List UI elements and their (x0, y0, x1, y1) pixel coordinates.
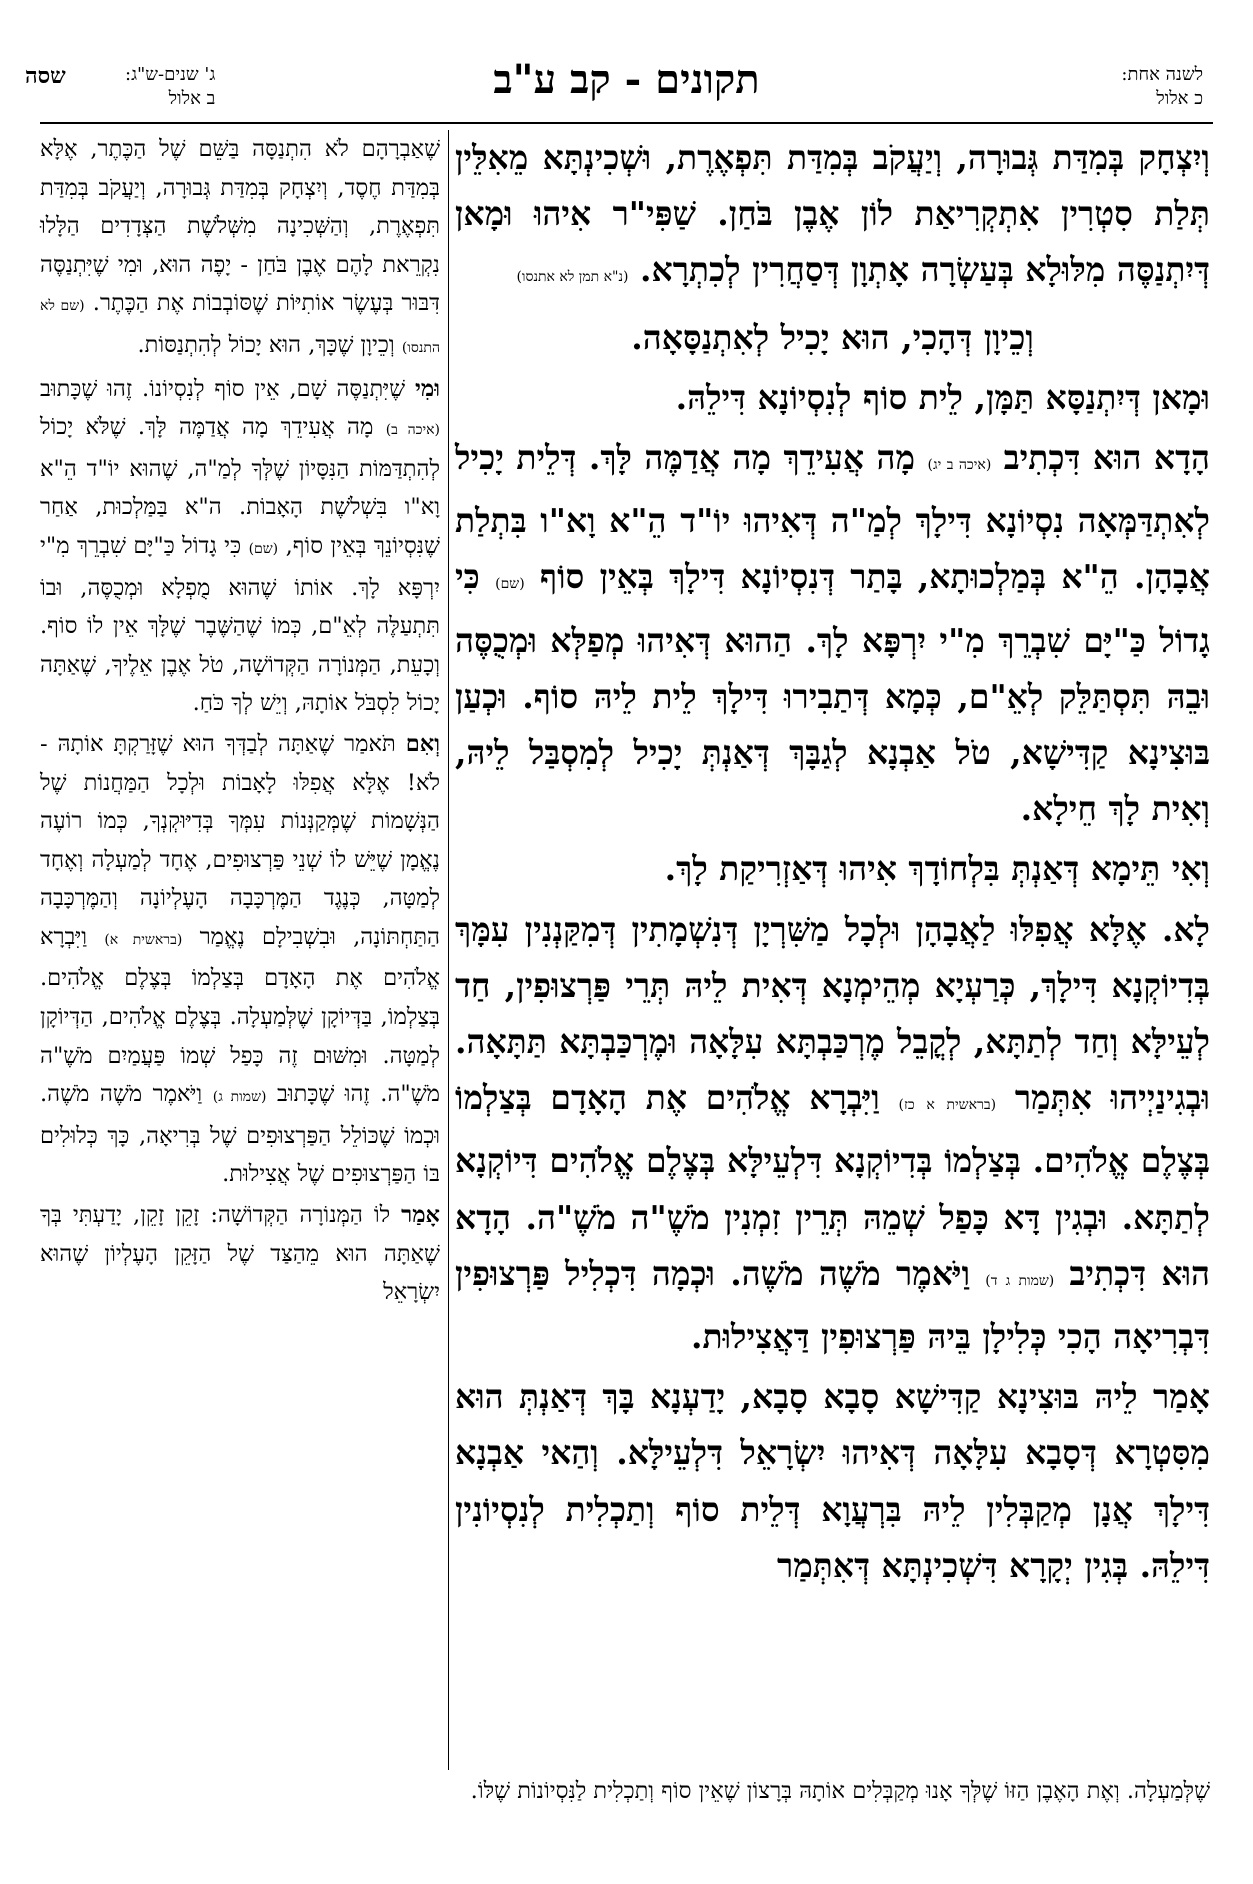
header-left-line2: ב אלול (168, 88, 216, 109)
main-text: מָה אֲעִידֵךְ מָה אֲדַמֶּה לָּךְ. דְּלֵית יָכִיל לְאִתְדַּמְּאָה נִסְיוֹנָא דִּילָךְ לְמַ"ה דְּאִיהוּ יוֹ"ד הֵ"א וָא"ו בִּתְלַת אֲבָהָן. הֵ"א בְּמַלְכוּתָא, בָּתַר דְּנִסְיוֹנָא דִּילָךְ בְּאֵין סוֹף (455, 438, 1210, 597)
main-text: כִּי גָדוֹל כַּ"יָּם שִׁבְרֵךְ מִ"י יִרְפָּא לָךְ. הַהוּא דְּאִיהוּ מְפַלְּא וּמְכֻסֶּה וּבֵהּ תִּסְתַּלֵּק לְאֵ"ם, כְּמָא דְּתַבִירוּ דִּילָךְ לֵית לֵיהּ סוֹף. וּכְעַן בּוּצִינָא קַדִּישָׁא, טֹל אַבְנָא לְגַבָּךְ דְּאַנְתְּ יָכִיל לְמִסְבַּל לֵיהּ, וְאִית לָךְ חֵילָא. (455, 557, 1210, 829)
lead-word: וּמִי (415, 375, 440, 402)
source-note: (נ"א תמן לא אתנסו) (516, 269, 629, 286)
side-paragraph (40, 370, 440, 723)
translation-column (40, 130, 440, 1314)
lead-word: אָמַר (401, 1202, 440, 1229)
main-text: וְיִצְחָק בְּמִדַּת גְּבוּרָה, וְיַעֲקֹב בְּמִדַּת תִּפְאֶרֶת, וּשְׁכִינְתָּא מֵאִלֵּין תְּלַת סִטְרִין אִתְקְרִיאַת לוֹן אֶבֶן בֹּחַן. שַׁפִּי"ר אִיהוּ וּמָאן דְּיִתְנַסֶּה מִלּוּלָא בְּעַשְׂרָה אָתְוָן דְּסַחֲרִין לְכִתְרָא. (455, 138, 1210, 290)
side-text: וַיֹּאמֶר מֹשֶׁה מֹשֶׁה. וּכְמוֹ שֶׁכּוֹלֵל הַפַּרְצוּפִים שֶׁל בְּרִיאָה, כָּךְ כְּלוּלִים בּוֹ הַפַּרְצוּפִים שֶׁל אֲצִילוּת. (40, 1081, 440, 1188)
source-note: (בראשית א) (104, 931, 183, 948)
main-paragraph (455, 902, 1210, 1366)
source-note: (איכה ב) (385, 422, 441, 439)
lead-word: וְאִם (405, 730, 440, 757)
side-text: לוֹ הַמְּנוֹרָה הַקְּדוֹשָׁה: זָקֵן זָקֵן, יָדַעְתִּי בְּךָ שֶׁאַתָּה הוּא מֵהַצַּד שֶׁל הַזָּקֵן הָעֶלְיוֹן שֶׁהוּא יִשְׂרָאֵל (40, 1202, 440, 1306)
side-paragraph (40, 1196, 440, 1312)
source-note: (שם) (495, 576, 525, 593)
source-note: (שם לא התנסו) (40, 298, 440, 356)
side-text: כִּי גָדוֹל כַּ"יָּם שִׁבְרֵךְ מִ"י יִרְפָּא לָךְ. אוֹתוֹ שֶׁהוּא מֻפְלָא וּמְכֻסֶּה, וּבוֹ תִּתְעַלֶּה לְאֵ"ם, כְּמוֹ שֶׁהַשֶּׁבֶר שֶׁלָּךְ אֵין לוֹ סוֹף. וְכָעֵת, הַמְּנוֹרָה הַקְּדוֹשָׁה, טֹל אֶבֶן אֵלֶיךָ, שֶׁאַתָּה יָכוֹל לִסְבֹּל אוֹתָהּ, וְיֵשׁ לְךָ כֹּחַ. (40, 532, 440, 717)
main-text: אָמַר לֵיהּ בּוּצִינָא קַדִּישָׁא סָבָא סָבָא, יָדַעְנָא בָּךְ דְּאַנְתְּ הוּא מִסִּטְרָא דְּסָבָא עִלָּאָה דְּאִיהוּ יִשְׂרָאֵל דִּלְעֵילָּא. וְהַאי אַבְנָא דִּילָךְ אֲנָן מְקַבְּלִין לֵיהּ בִּרְעֲוָא דְּלֵית סוֹף וְתַכְלִית לְנִסְיוֹנִין דִּילֵהּ. בְּגִין יְקָרָא דִּשְׁכִינְתָּא דְּאִתְּמַר (455, 1377, 1210, 1585)
source-note: (בראשית א כז) (898, 1097, 997, 1114)
main-text: וּמָאן דְּיִתְנַסָּא תַּמָּן, לֵית סוֹף לְנִסְיוֹנָא דִּילֵהּ. (675, 377, 1210, 417)
header-left-line1: ג' שנים-ש"ג: (125, 64, 216, 85)
main-text: וַיִּבְרָא אֱלֹהִים אֶת הָאָדָם בְּצַלְמוֹ בְּצֶלֶם אֱלֹהִים. בְּצַלְמוֹ בְּדִיוֹקְנָא דִּלְעֵילָּא בְּצֶלֶם אֱלֹהִים דִּיוֹקְנָא לְתַתָּא. וּבְגִין דָּא כָּפַל שְׁמֵהּ תְּרֵין זִמְנִין מֹשֶׁ"ה מֹשֶׁ"ה. הָדָא הוּא דִּכְתִיב (455, 1078, 1211, 1293)
main-paragraph (455, 1369, 1210, 1594)
side-text: תֹּאמַר שֶׁאַתָּה לְבַדְּךָ הוּא שֶׁזָּרַקְתָּ אוֹתָהּ - לֹא! אֶלָּא אֲפִלּוּ לָאָבוֹת וּלְכָל הַמַּחֲנוֹת שֶׁל הַנְּשָׁמוֹת שֶׁמְּקַנְּנוֹת עִמְּךָ בְּדִיּוּקְנְךָ, כְּמוֹ רוֹעֶה נֶאֱמָן שֶׁיֵּשׁ לוֹ שְׁנֵי פַּרְצוּפִים, אֶחָד לְמַעְלָה וְאֶחָד לְמַטָּה, כְּנֶגֶד הַמֶּרְכָּבָה הָעֶלְיוֹנָה וְהַמֶּרְכָּבָה הַתַּחְתּוֹנָה, וּבִשְׁבִילָם נֶאֱמַר (40, 730, 440, 950)
side-paragraph (40, 725, 440, 1194)
page-title: תקונים - קב ע"ב (493, 56, 760, 103)
main-paragraph (455, 370, 1210, 426)
main-text: לָא. אֶלָּא אֲפִלּוּ לַאֲבָהָן וּלְכָל מַשִּׁרְיָן דְּנִשְׁמָתִין דְּמִקַּנְנִין עִמָּךְ בְּדִיוֹקְנָא דִּילָךְ, כְּרַעְיָא מְהֵימְנָא דְּאִית לֵיהּ תְּרֵי פַּרְצוּפִין, חַד לְעֵילָּא וְחַד לְתַתָּא, לְקֳבֵל מֶרְכַּבְתָּא עִלָּאָה וּמֶרְכַּבְתָּא תַּתָּאָה. וּבְגִינַיְיהוּ אִתְּמַר (455, 909, 1210, 1118)
main-text: וַיֹּאמֶר מֹשֶׁה מֹשֶׁה. וּכְמָה דִּכְלִיל פַּרְצוּפִין דִּבְרִיאָה הָכִי כְּלִילָן בֵּיהּ פַּרְצוּפִין דַּאֲצִילוּת. (455, 1253, 1210, 1357)
side-text: וַיִּבְרָא אֱלֹהִים אֶת הָאָדָם בְּצַלְמוֹ בְּצֶלֶם אֱלֹהִים. בְּצַלְמוֹ, בַּדְּיוֹקָן שֶׁלְּמַעְלָה. בְּצֶלֶם אֱלֹהִים, הַדְּיוֹקָן לְמַטָּה. וּמִשּׁוּם זֶה כָּפַל שְׁמוֹ פַּעֲמַיִם מֹשֶׁ"ה מֹשֶׁ"ה. זֶהוּ שֶׁכָּתוּב (40, 923, 440, 1108)
header-left (125, 63, 215, 111)
header-right-line2: כ אלול (1156, 88, 1203, 109)
column-divider (448, 130, 449, 1770)
source-note: (איכה ב יג) (927, 457, 992, 474)
main-paragraph (455, 841, 1210, 897)
main-text: וְכֵיוָן דְּהָכִי, הוּא יָכִיל לְאִתְנַסָּאָה. (631, 317, 1034, 357)
main-aramaic-column (455, 130, 1210, 1598)
main-paragraph (455, 430, 1210, 837)
page-number: שסה (25, 63, 66, 89)
running-header (25, 55, 1223, 125)
main-paragraph (455, 130, 1210, 306)
side-text: מָה אֲעִידֵךְ מָה אֲדַמֶּה לָּךְ. שֶׁלֹּא יָכוֹל לְהִתְדַּמּוֹת הַנִּסָּיוֹן שֶׁלְּךָ לְמַ"ה, שֶׁהוּא יוֹ"ד הֵ"א וָא"ו בִּשְׁלֹשֶׁת הָאָבוֹת. ה"א בַּמַּלְכוּת, אַחַר שֶׁנִּסְיוֹנֵךְ בְּאֵין סוֹף, (40, 414, 440, 559)
header-rule (40, 122, 1213, 124)
bottom-continuation-line: שֶׁלְּמַעְלָה. וְאֶת הָאֶבֶן הַזּוֹ שֶׁלְּךָ אָנוּ מְקַבְּלִים אוֹתָהּ בְּרָצוֹן שֶׁאֵין סוֹף וְתַכְלִית לַנִּסְיוֹנוֹת שֶׁלּוֹ. (470, 1778, 1210, 1804)
side-paragraph (40, 130, 440, 368)
main-text: הָדָא הוּא דִּכְתִיב (1003, 438, 1210, 478)
header-right-line1: לשנה אחת: (1121, 64, 1203, 85)
side-text: שֶׁיִּתְנַסֶּה שָׁם, אֵין סוֹף לְנִסְיוֹנוֹ. זֶהוּ שֶׁכָּתוּב (40, 375, 406, 402)
source-note: (שמות ג ד) (985, 1272, 1055, 1289)
source-note: (שמות ג) (212, 1089, 267, 1106)
main-text: וְאִי תֵּימָא דְּאַנְתְּ בִּלְחוֹדָךְ אִיהוּ דְּאַזְרִיקַת לָךְ. (664, 849, 1210, 889)
side-text: וְכֵיוָן שֶׁכָּךְ, הוּא יָכוֹל לְהִתְנַסּוֹת. (137, 331, 395, 358)
main-paragraph (455, 310, 1210, 366)
source-note: (שם) (248, 540, 279, 557)
side-text: שֶׁאַבְרָהָם לֹא הִתְנַסָּה בַּשֵּׁם שֶׁל הַכֶּתֶר, אֶלָּא בְּמִדַּת חֶסֶד, וְיִצְחָק בְּמִדַּת גְּבוּרָה, וְיַעֲקֹב בְּמִדַּת תִּפְאֶרֶת, וְהַשְּׁכִינָה מִשְּׁלֹשֶׁת הַצְּדָדִים הַלָּלוּ נִקְרֵאת לָהֶם אֶבֶן בֹּחַן - יָפֶה הוּא, וּמִי שֶׁיִּתְנַסֶּה דִּבּוּר בְּעֶשֶׂר אוֹתִיּוֹת שֶׁסּוֹבְבוֹת אֶת הַכֶּתֶר. (40, 136, 440, 317)
